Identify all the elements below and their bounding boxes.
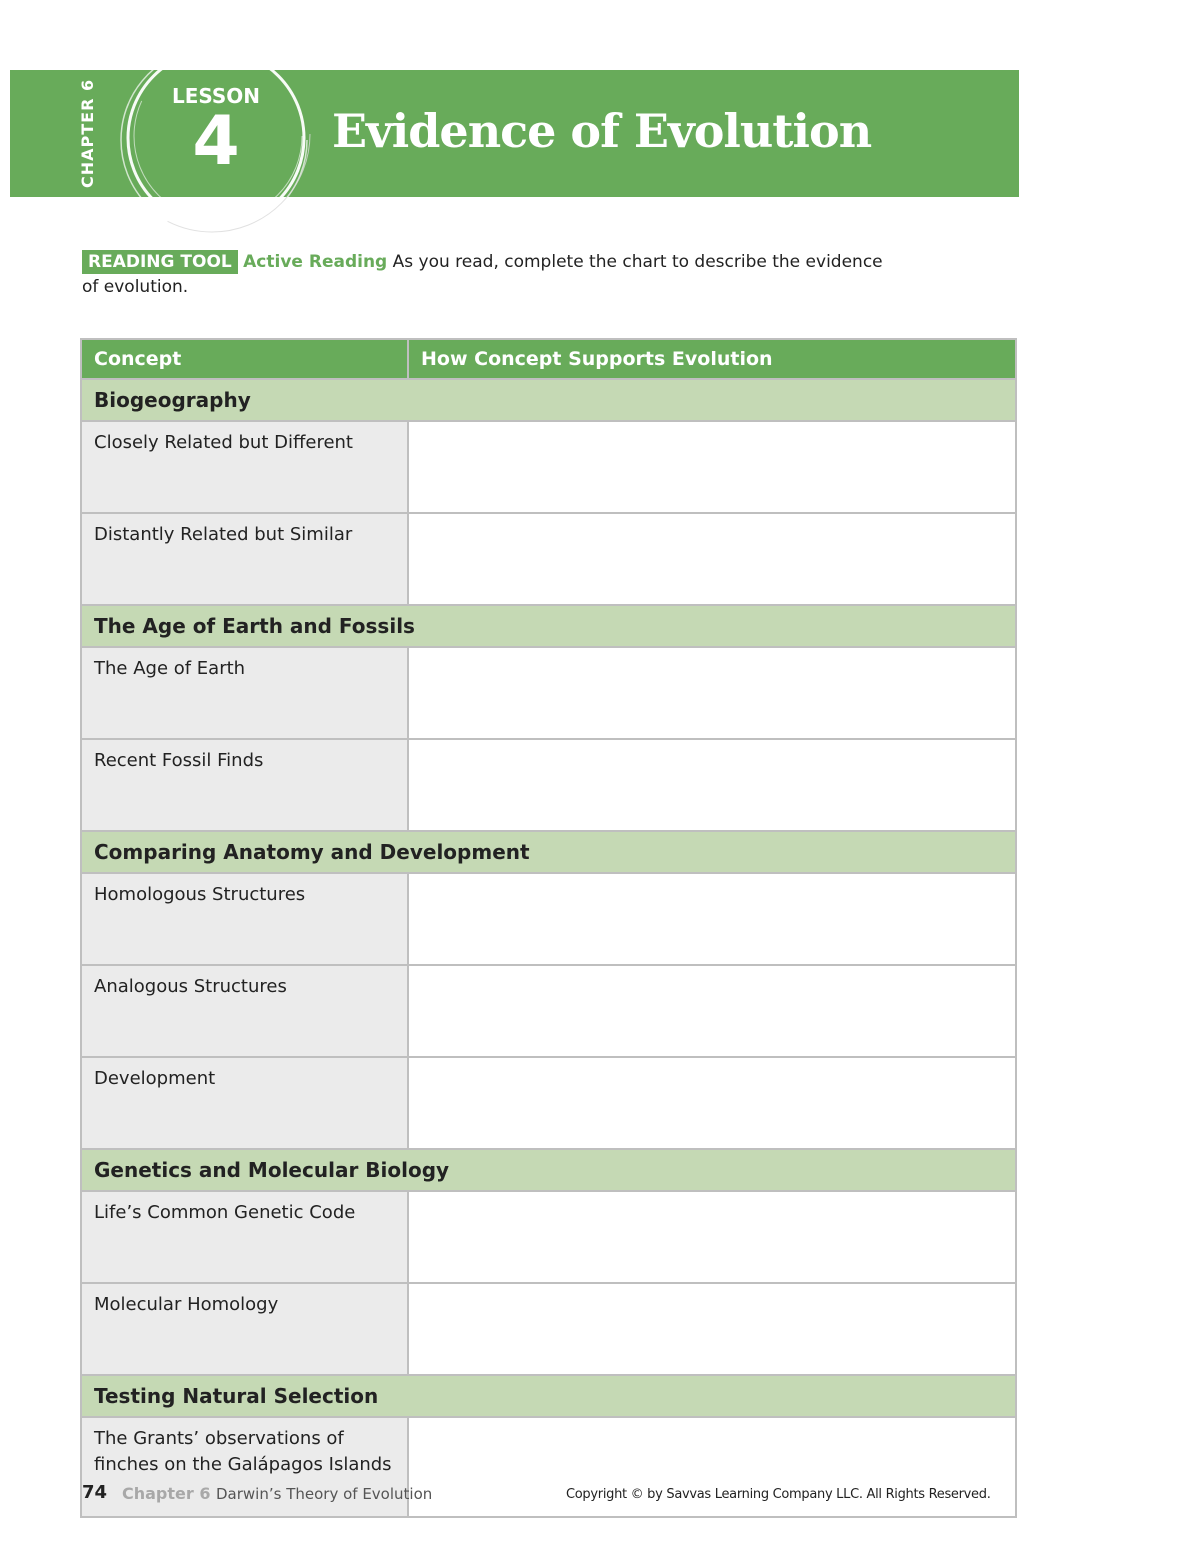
lesson-label: LESSON bbox=[171, 84, 261, 108]
lesson-number: 4 bbox=[192, 102, 240, 181]
section-title: Testing Natural Selection bbox=[81, 1375, 1016, 1417]
concept-cell: The Age of Earth bbox=[81, 647, 408, 739]
table-row bbox=[81, 513, 1016, 605]
concept-cell: Life’s Common Genetic Code bbox=[81, 1191, 408, 1283]
page-title: Evidence of Evolution bbox=[332, 104, 872, 158]
table-row bbox=[81, 739, 1016, 831]
instruction-text: As you read, complete the chart to describe the evidence of evolution. bbox=[82, 252, 883, 297]
answer-cell[interactable] bbox=[408, 513, 1016, 605]
active-reading-label: Active Reading bbox=[243, 252, 388, 272]
section-title: Genetics and Molecular Biology bbox=[81, 1149, 1016, 1191]
section-row bbox=[81, 605, 1016, 647]
chapter-label: CHAPTER 6 bbox=[78, 78, 97, 188]
answer-cell[interactable] bbox=[408, 1283, 1016, 1375]
section-title: The Age of Earth and Fossils bbox=[81, 605, 1016, 647]
evidence-chart bbox=[80, 338, 1017, 1518]
answer-cell[interactable] bbox=[408, 1417, 1016, 1517]
concept-cell: Development bbox=[81, 1057, 408, 1149]
answer-cell[interactable] bbox=[408, 739, 1016, 831]
table-row bbox=[81, 1191, 1016, 1283]
answer-cell[interactable] bbox=[408, 873, 1016, 965]
footer-chapter-title: Darwin’s Theory of Evolution bbox=[216, 1485, 433, 1503]
table-row bbox=[81, 965, 1016, 1057]
table-row bbox=[81, 873, 1016, 965]
concept-cell: Distantly Related but Similar bbox=[81, 513, 408, 605]
table-row bbox=[81, 1283, 1016, 1375]
concept-cell: Analogous Structures bbox=[81, 965, 408, 1057]
column-header-support: How Concept Supports Evolution bbox=[408, 339, 1016, 379]
section-title: Comparing Anatomy and Development bbox=[81, 831, 1016, 873]
answer-cell[interactable] bbox=[408, 647, 1016, 739]
answer-cell[interactable] bbox=[408, 965, 1016, 1057]
page-number: 74 bbox=[82, 1482, 108, 1503]
concept-cell: The Grants’ observations of finches on the Galápagos Islands bbox=[81, 1417, 408, 1517]
reading-instructions bbox=[82, 250, 902, 300]
table-row bbox=[81, 421, 1016, 513]
answer-cell[interactable] bbox=[408, 1191, 1016, 1283]
answer-cell[interactable] bbox=[408, 1057, 1016, 1149]
concept-cell: Recent Fossil Finds bbox=[81, 739, 408, 831]
footer-chapter: Chapter 6 bbox=[122, 1484, 211, 1503]
section-row bbox=[81, 379, 1016, 421]
concept-cell: Molecular Homology bbox=[81, 1283, 408, 1375]
section-row bbox=[81, 1375, 1016, 1417]
table-row bbox=[81, 647, 1016, 739]
section-title: Biogeography bbox=[81, 379, 1016, 421]
section-row bbox=[81, 831, 1016, 873]
concept-cell: Homologous Structures bbox=[81, 873, 408, 965]
concept-cell: Closely Related but Different bbox=[81, 421, 408, 513]
reading-tool-tag: READING TOOL bbox=[82, 250, 238, 274]
copyright-notice: Copyright © by Savvas Learning Company LLC. All Rights Reserved. bbox=[566, 1487, 991, 1502]
chart-header-row bbox=[81, 339, 1016, 379]
column-header-concept: Concept bbox=[81, 339, 408, 379]
table-row bbox=[81, 1057, 1016, 1149]
section-row bbox=[81, 1149, 1016, 1191]
answer-cell[interactable] bbox=[408, 421, 1016, 513]
